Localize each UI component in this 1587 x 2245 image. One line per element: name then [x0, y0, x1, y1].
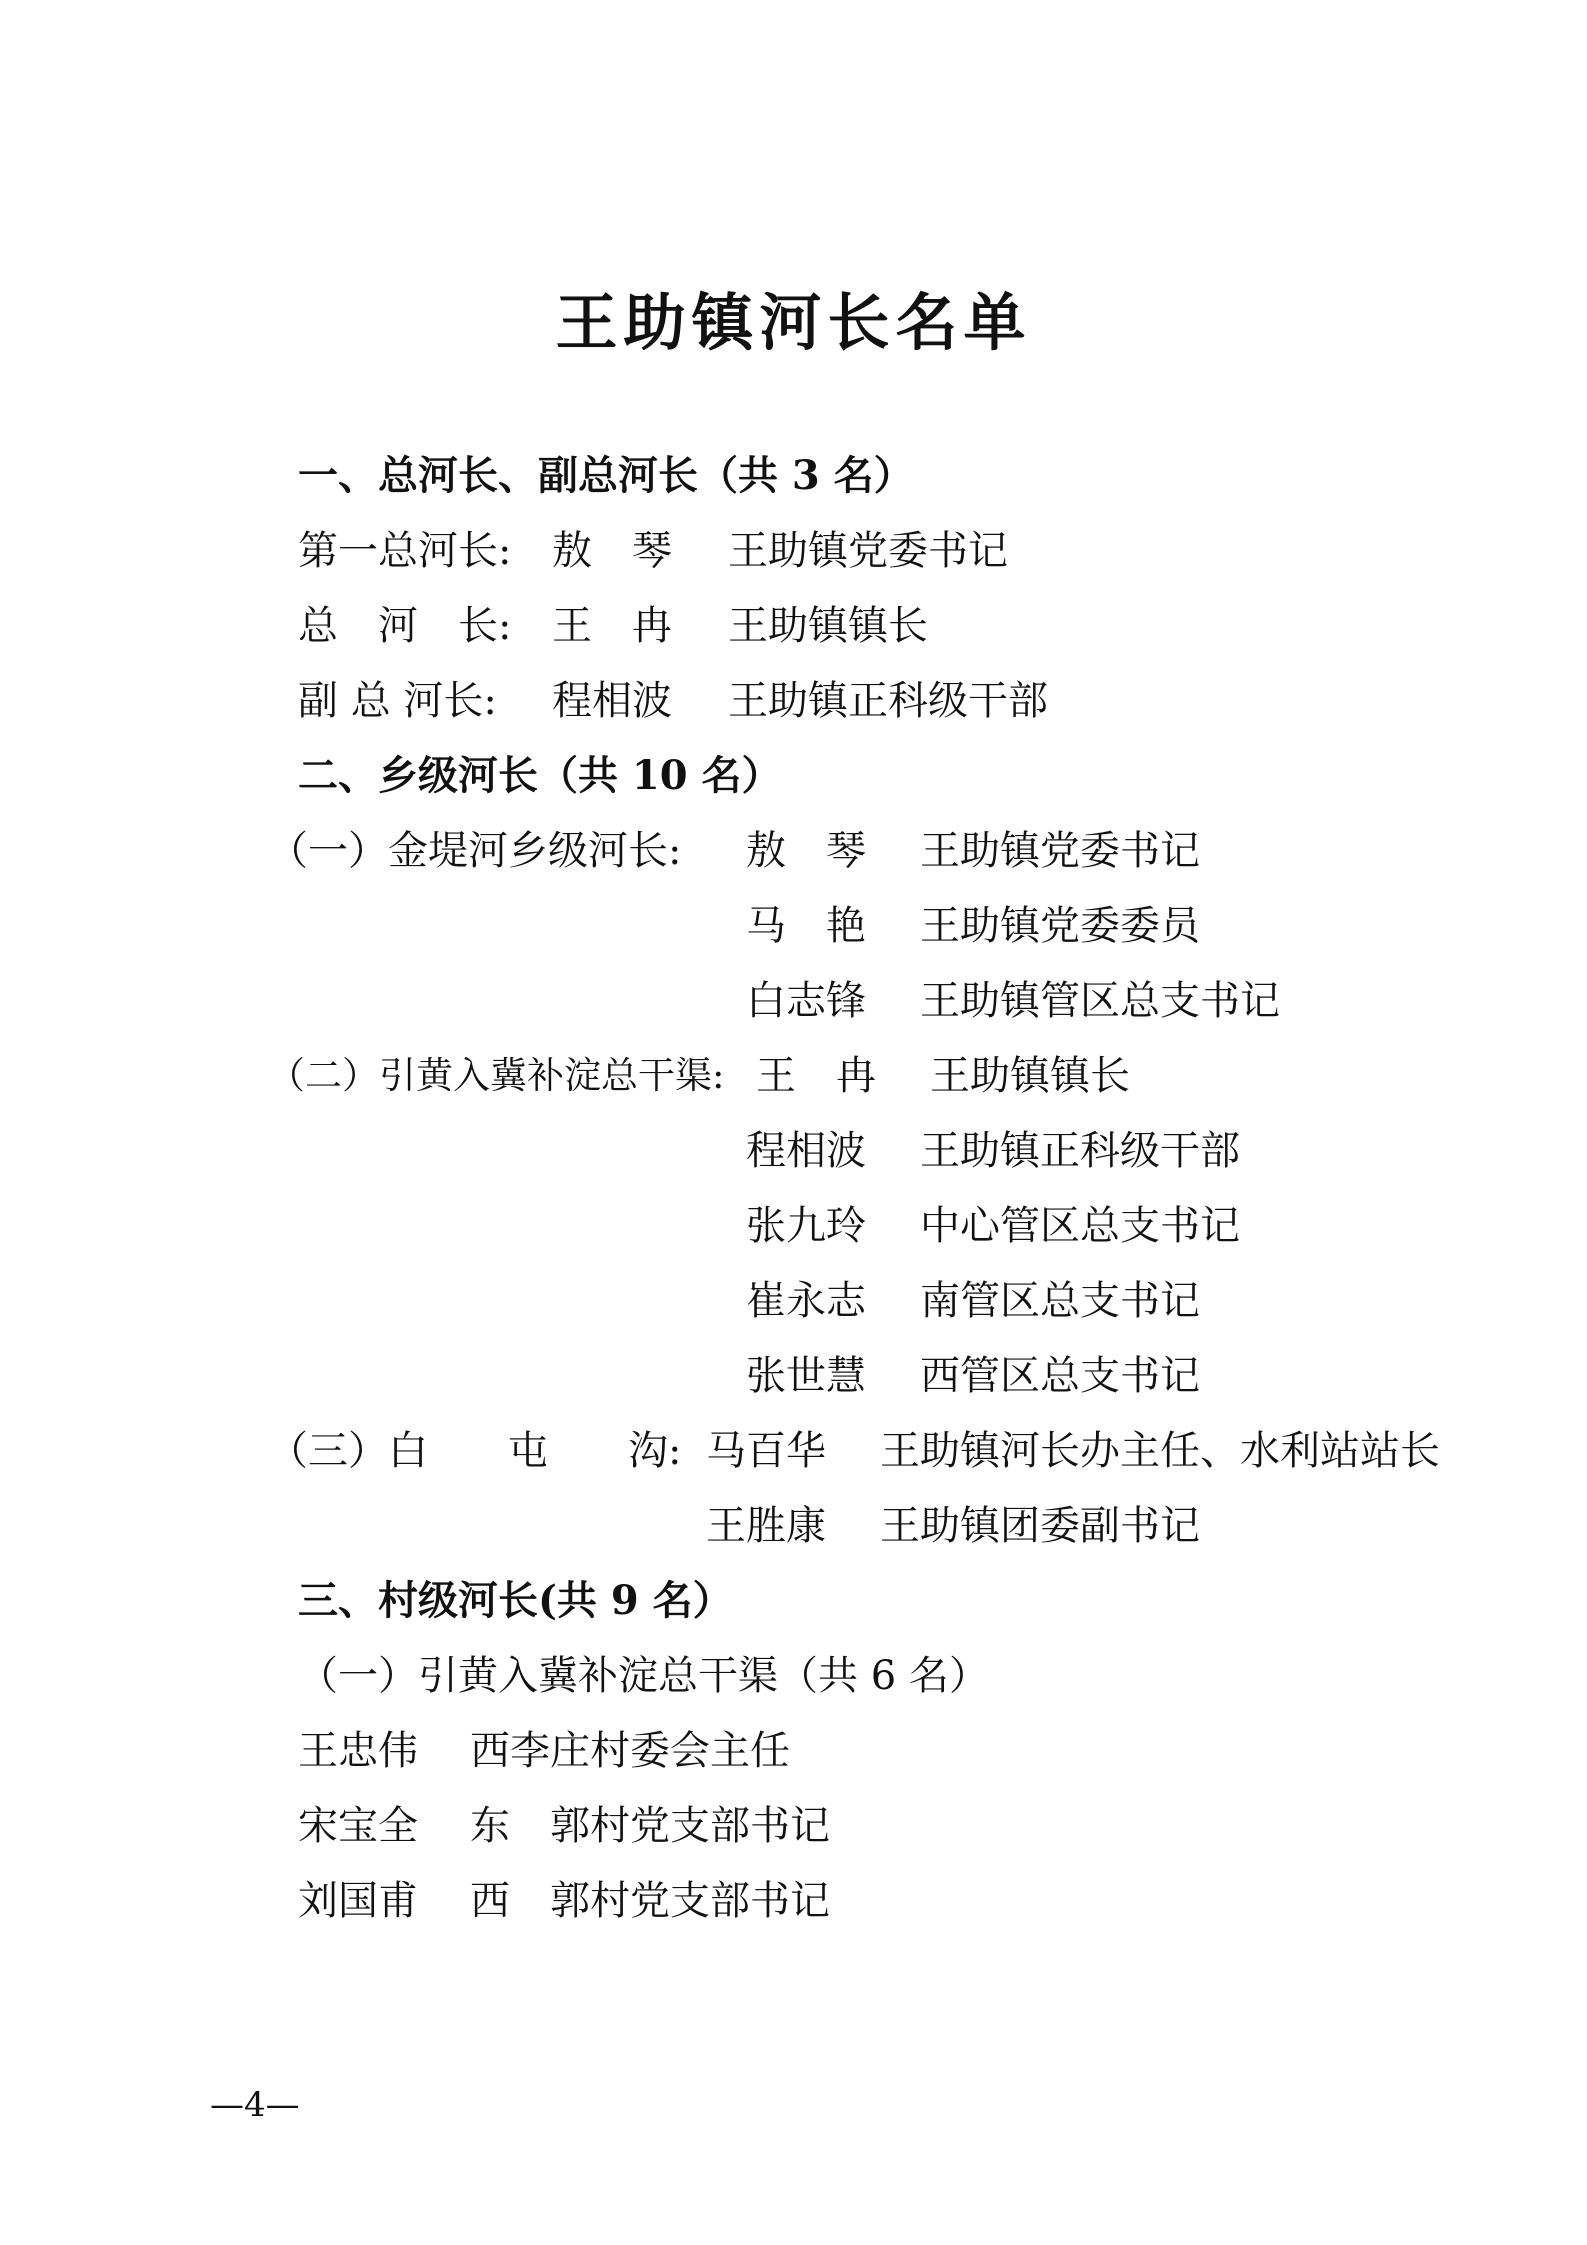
person-title: 王助镇镇长	[930, 1053, 1130, 1099]
person-name: 王胜康	[706, 1503, 826, 1549]
subsection-label: （一）金堤河乡级河长:	[268, 828, 682, 874]
person-title: 西李庄村委会主任	[470, 1728, 790, 1774]
person-name: 马百华	[706, 1428, 826, 1474]
person-name: 王 冉	[756, 1053, 876, 1099]
person-title: 王助镇团委副书记	[880, 1503, 1200, 1549]
role-label: 副 总 河长:	[298, 678, 497, 724]
person-name: 宋宝全	[298, 1803, 418, 1849]
role-label: 总 河 长:	[298, 603, 512, 649]
person-name: 张世慧	[746, 1353, 866, 1399]
subsection-label: （三）白 屯 沟:	[268, 1428, 682, 1474]
section-heading-3: 三、村级河长(共 9 名）	[298, 1577, 733, 1624]
person-name: 王忠伟	[298, 1728, 418, 1774]
section-heading-2: 二、乡级河长（共 10 名）	[298, 752, 782, 799]
person-title: 王助镇河长办主任、水利站站长	[880, 1428, 1440, 1474]
person-title: 南管区总支书记	[920, 1278, 1200, 1324]
person-name: 敖 琴	[552, 528, 672, 574]
section-heading-1: 一、总河长、副总河长（共 3 名）	[298, 452, 914, 499]
person-name: 白志锋	[746, 978, 866, 1024]
person-title: 王助镇党委书记	[728, 528, 1008, 574]
person-name: 程相波	[552, 678, 672, 724]
person-name: 王 冉	[552, 603, 672, 649]
person-title: 王助镇镇长	[728, 603, 928, 649]
subsection-label: （一）引黄入冀补淀总干渠（共 6 名）	[298, 1653, 989, 1699]
person-name: 敖 琴	[746, 828, 866, 874]
person-title: 西 郭村党支部书记	[470, 1878, 830, 1924]
person-title: 王助镇党委委员	[920, 903, 1200, 949]
person-name: 程相波	[746, 1128, 866, 1174]
person-name: 马 艳	[746, 903, 866, 949]
person-title: 王助镇管区总支书记	[920, 978, 1280, 1024]
role-label: 第一总河长:	[298, 528, 512, 574]
person-title: 中心管区总支书记	[920, 1203, 1240, 1249]
subsection-label: （二）引黄入冀补淀总干渠:	[268, 1054, 725, 1097]
person-title: 王助镇正科级干部	[920, 1128, 1240, 1174]
person-name: 刘国甫	[298, 1878, 418, 1924]
person-name: 张九玲	[746, 1203, 866, 1249]
person-name: 崔永志	[746, 1278, 866, 1324]
person-title: 东 郭村党支部书记	[470, 1803, 830, 1849]
page-title: 王助镇河长名单	[555, 286, 1032, 359]
person-title: 西管区总支书记	[920, 1353, 1200, 1399]
page-number: —4—	[210, 2085, 300, 2125]
person-title: 王助镇正科级干部	[728, 678, 1048, 724]
person-title: 王助镇党委书记	[920, 828, 1200, 874]
